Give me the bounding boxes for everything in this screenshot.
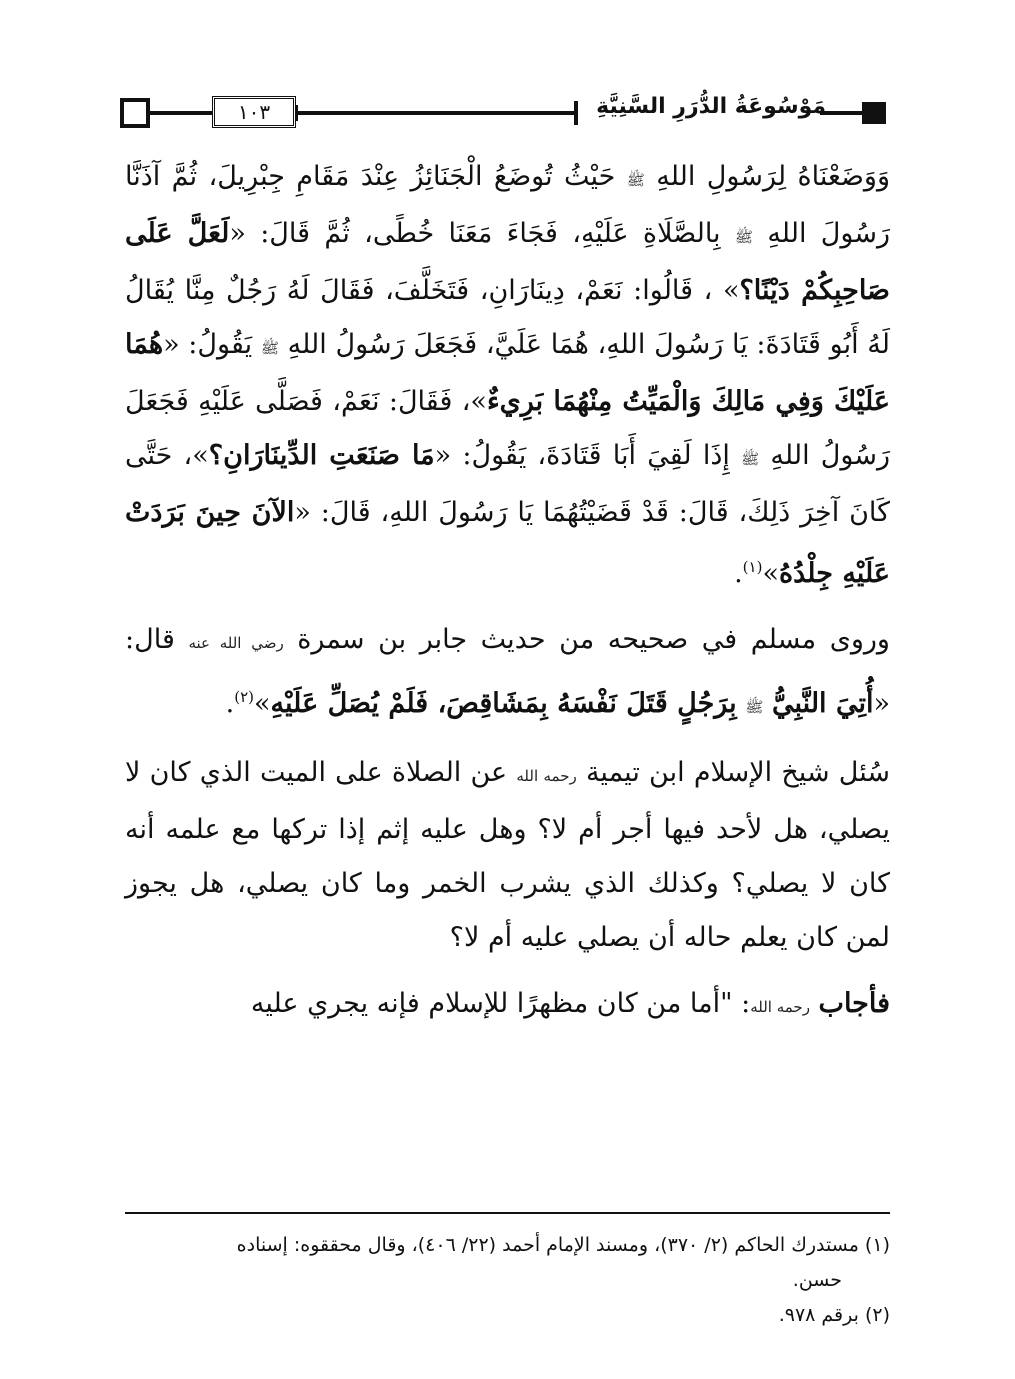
footnote-1: (١) مستدرك الحاكم (٢/ ٣٧٠)، ومسند الإمام أحمد (٢٢/ ٤٠٦)، وقال محققوه: إسناده: [236, 1234, 890, 1256]
text-segment: يَقُولُ: «: [163, 329, 253, 360]
text-segment: إِذَا لَقِيَ أَبَا قَتَادَةَ، يَقُولُ: «: [434, 440, 730, 471]
text-segment: سُئل شيخ الإسلام ابن تيمية: [585, 757, 890, 788]
text-segment: »، فَقَالَ: نَعَمْ، فَصَلَّى عَلَيْهِ فَجَعَلَ رَسُولُ اللهِ: [125, 386, 890, 471]
prophetic-quote: لَعَلَّ عَلَى صَاحِبِكُمْ دَيْنًا؟: [125, 218, 890, 306]
footnote-2: (٢) برقم ٩٧٨.: [778, 1304, 890, 1326]
footnote-ref-2: (٢): [234, 688, 254, 706]
book-title: مَوْسُوعَةُ الدُّرَرِ السَّنِيَّةِ: [596, 94, 826, 119]
answer-label: فأجاب: [818, 988, 890, 1019]
prophetic-quote: هُمَا عَلَيْكَ وَفِي مَالِكَ وَالْمَيِّتُ مِنْهُمَا بَرِيءٌ: [125, 329, 890, 417]
text-segment: بِالصَّلَاةِ عَلَيْهِ، فَجَاءَ مَعَنَا خُطًى، ثُمَّ قَالَ: «: [229, 218, 721, 249]
honorific-glyph: رحمه الله: [516, 767, 577, 785]
text-segment: .: [225, 688, 235, 719]
text-segment: .: [734, 558, 743, 589]
salutation-glyph: ﷺ: [626, 171, 645, 189]
text-segment: »: [762, 558, 779, 589]
text-segment: عن الصلاة على الميت الذي كان لا يصلي، هل لأحد فيها أجر أم لا؟ وهل عليه إثم إذا تركها مع علمه أنه كان لا يصلي؟ وكذلك الذي يشرب الخمر وما كان يصلي، هل يجوز لمن كان يعلم حاله أن يصلي عليه أم لا؟: [125, 757, 890, 953]
text-segment: وروى مسلم في صحيحه من حديث جابر بن سمرة: [297, 624, 890, 655]
paragraph-ibn-taymiyya-question: [125, 746, 890, 965]
page-number: ١٠٣: [212, 96, 296, 128]
prophetic-quote: مَا صَنَعَتِ الدِّينَارَانِ؟: [208, 440, 435, 471]
salutation-glyph: ﷺ: [745, 698, 764, 716]
footnotes: [125, 1212, 890, 1333]
paragraph-answer: [125, 977, 890, 1034]
salutation-glyph: ﷺ: [260, 339, 279, 357]
text-segment: »: [253, 688, 271, 719]
text-segment: وَوَضَعْنَاهُ لِرَسُولِ اللهِ: [656, 161, 891, 192]
hadith-quote: أُتِيَ النَّبِيُّ: [772, 688, 874, 719]
salutation-glyph: ﷺ: [734, 228, 753, 246]
hadith-quote: بِرَجُلٍ قَتَلَ نَفْسَهُ بِمَشَاقِصَ، فَلَمْ يُصَلِّ عَلَيْهِ: [270, 688, 737, 719]
footnote-ref-1: (١): [742, 558, 763, 576]
honorific-glyph: رضي الله عنه: [188, 634, 284, 652]
page-header: [120, 92, 890, 136]
text-segment: : "أما من كان مظهرًا للإسلام فإنه يجري عليه: [250, 988, 751, 1019]
text-segment: قال: «: [125, 624, 890, 719]
footnote-1-continued: حسن.: [792, 1269, 842, 1291]
text-segment: » ، قَالُوا: نَعَمْ، دِينَارَانِ، فَتَخَلَّفَ، فَقَالَ لَهُ رَجُلٌ مِنَّا يُقَالُ لَهُ أَبُو قَتَادَةَ: يَا رَسُولَ اللهِ، هُمَا عَلَيَّ، فَجَعَلَ رَسُولُ اللهِ: [125, 275, 890, 360]
main-text: [125, 150, 890, 1034]
text-segment: حَيْثُ تُوضَعُ الْجَنَائِزُ عِنْدَ مَقَامِ جِبْرِيلَ، ثُمَّ آذَنَّا رَسُولَ اللهِ: [125, 161, 890, 249]
paragraph-muslim-narration: [125, 613, 890, 734]
prophetic-quote: الآنَ حِينَ بَرَدَتْ عَلَيْهِ جِلْدُهُ: [125, 497, 890, 589]
honorific-glyph: رحمه الله: [750, 998, 810, 1016]
paragraph-hadith-qatada: [125, 150, 890, 601]
text-segment: »، حَتَّى كَانَ آخِرَ ذَلِكَ، قَالَ: قَدْ قَضَيْتُهُمَا يَا رَسُولَ اللهِ، قَالَ: «: [125, 440, 890, 528]
salutation-glyph: ﷺ: [741, 450, 760, 468]
